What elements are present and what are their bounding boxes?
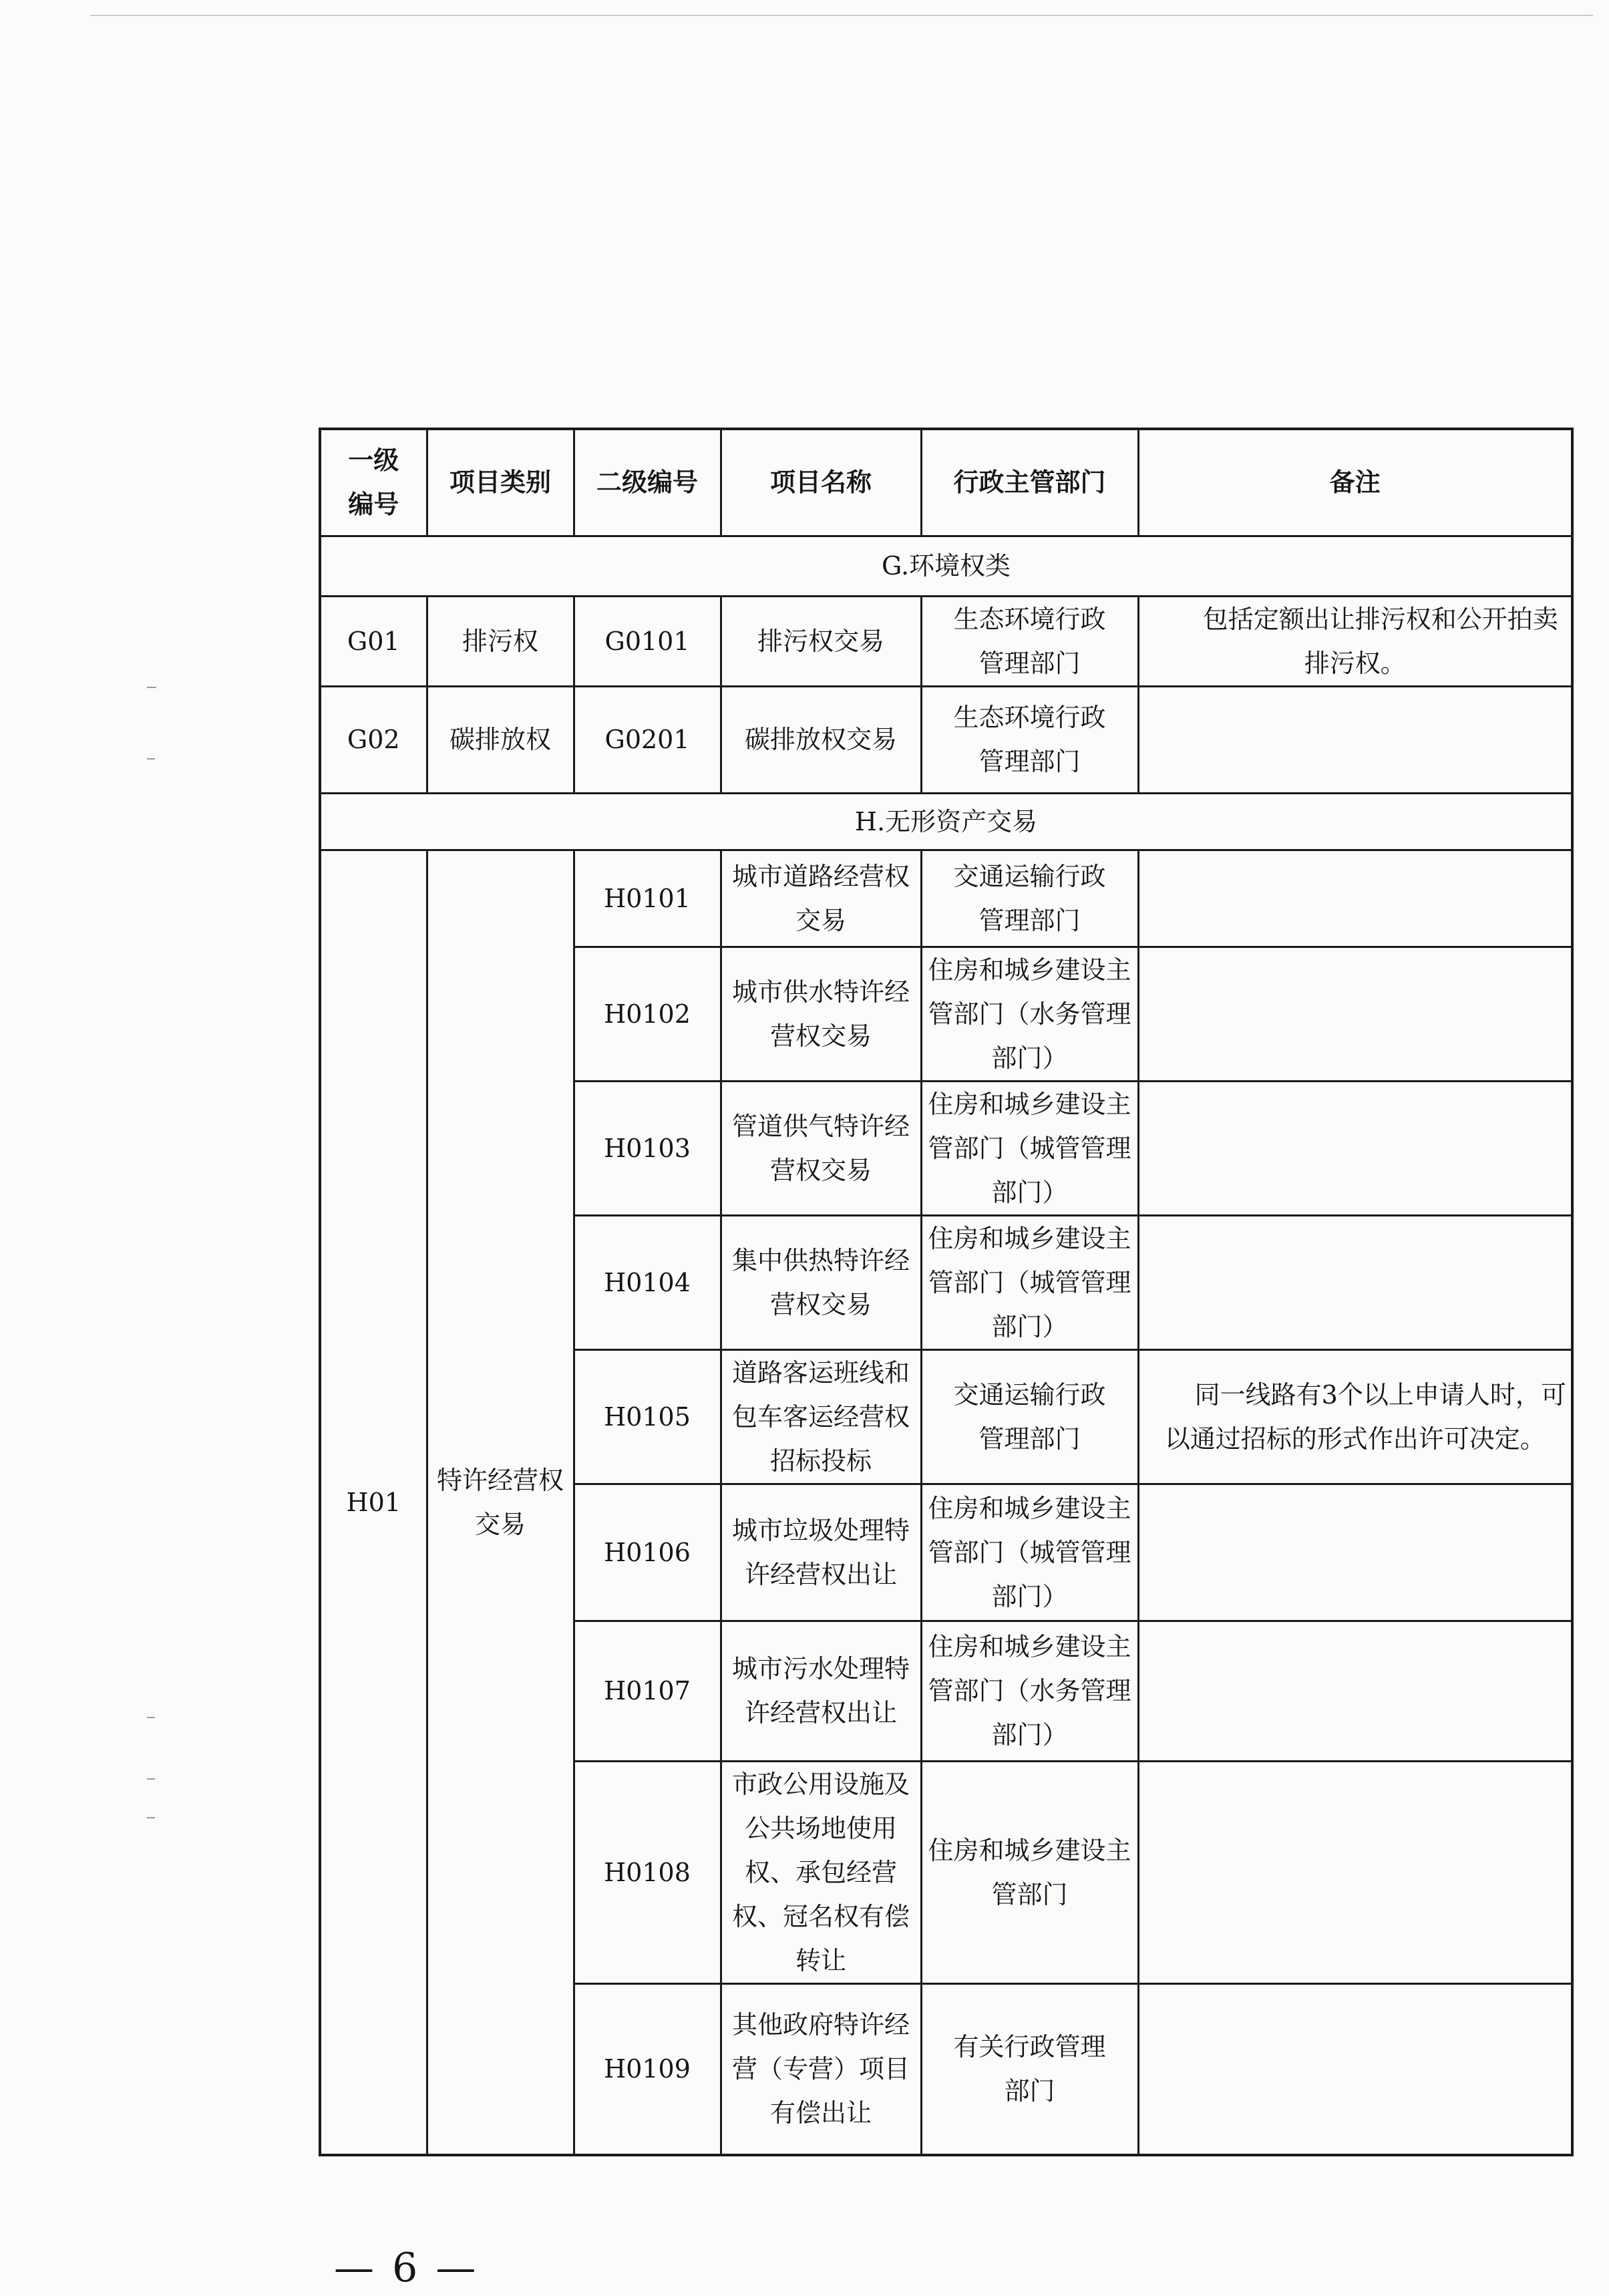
cell-remark [1138, 947, 1572, 1081]
cell-remark [1138, 1761, 1572, 1983]
cell-category: 碳排放权 [427, 686, 574, 793]
cell-department: 交通运输行政管理部门 [921, 850, 1138, 947]
cell-department: 生态环境行政管理部门 [921, 686, 1138, 793]
cell-project-name: 管道供气特许经营权交易 [721, 1081, 921, 1215]
cell-remark: 包括定额出让排污权和公开拍卖排污权。 [1138, 596, 1572, 686]
cell-project-name: 集中供热特许经营权交易 [721, 1215, 921, 1349]
cell-level1-code-h01: H01 [320, 850, 427, 2155]
cell-category-h01: 特许经营权交易 [427, 850, 574, 2155]
table-row [320, 850, 1572, 947]
cell-remark [1138, 1215, 1572, 1349]
cell-department: 生态环境行政管理部门 [921, 596, 1138, 686]
cell-project-name: 其他政府特许经营（专营）项目有偿出让 [721, 1983, 921, 2155]
cell-level2-code: H0102 [574, 947, 721, 1081]
cell-level2-code: H0103 [574, 1081, 721, 1215]
project-catalog-table [319, 428, 1574, 2156]
cell-level2-code: G0101 [574, 596, 721, 686]
page-number: — 6 — [334, 2245, 479, 2291]
cell-remark [1138, 686, 1572, 793]
section-row-g [320, 536, 1572, 596]
cell-remark [1138, 1983, 1572, 2155]
cell-project-name: 排污权交易 [721, 596, 921, 686]
cell-department: 住房和城乡建设主管部门（城管管理部门） [921, 1081, 1138, 1215]
cell-level1-code: G01 [320, 596, 427, 686]
cell-remark [1138, 1484, 1572, 1621]
section-row-h [320, 793, 1572, 850]
cell-project-name: 城市污水处理特许经营权出让 [721, 1621, 921, 1761]
cell-department: 有关行政管理部门 [921, 1983, 1138, 2155]
cell-department: 住房和城乡建设主管部门（水务管理部门） [921, 1621, 1138, 1761]
scan-mark [147, 687, 156, 688]
table-row [320, 686, 1572, 793]
cell-remark: 同一线路有3个以上申请人时，可以通过招标的形式作出许可决定。 [1138, 1349, 1572, 1484]
scan-mark [147, 1817, 155, 1818]
cell-level1-code: G02 [320, 686, 427, 793]
cell-project-name: 城市供水特许经营权交易 [721, 947, 921, 1081]
cell-level2-code: H0109 [574, 1983, 721, 2155]
cell-level2-code: H0101 [574, 850, 721, 947]
table-header-row [320, 429, 1572, 536]
cell-department: 住房和城乡建设主管部门 [921, 1761, 1138, 1983]
header-department: 行政主管部门 [921, 429, 1138, 536]
scan-mark [147, 1717, 155, 1718]
header-category: 项目类别 [427, 429, 574, 536]
cell-level2-code: H0104 [574, 1215, 721, 1349]
cell-remark [1138, 1621, 1572, 1761]
cell-category: 排污权 [427, 596, 574, 686]
cell-remark [1138, 1081, 1572, 1215]
header-remarks: 备注 [1138, 429, 1572, 536]
cell-department: 交通运输行政管理部门 [921, 1349, 1138, 1484]
cell-level2-code: G0201 [574, 686, 721, 793]
cell-department: 住房和城乡建设主管部门（城管管理部门） [921, 1484, 1138, 1621]
scan-mark [147, 1778, 155, 1780]
scan-mark [147, 758, 155, 760]
cell-project-name: 城市道路经营权交易 [721, 850, 921, 947]
table-row [320, 596, 1572, 686]
scan-top-line [90, 15, 1593, 16]
cell-level2-code: H0107 [574, 1621, 721, 1761]
cell-remark [1138, 850, 1572, 947]
cell-department: 住房和城乡建设主管部门（水务管理部门） [921, 947, 1138, 1081]
cell-level2-code: H0105 [574, 1349, 721, 1484]
cell-level2-code: H0108 [574, 1761, 721, 1983]
cell-project-name: 城市垃圾处理特许经营权出让 [721, 1484, 921, 1621]
cell-project-name: 市政公用设施及公共场地使用权、承包经营权、冠名权有偿转让 [721, 1761, 921, 1983]
section-title-h: H.无形资产交易 [320, 793, 1572, 850]
section-title-g: G.环境权类 [320, 536, 1572, 596]
cell-project-name: 碳排放权交易 [721, 686, 921, 793]
cell-department: 住房和城乡建设主管部门（城管管理部门） [921, 1215, 1138, 1349]
cell-project-name: 道路客运班线和包车客运经营权招标投标 [721, 1349, 921, 1484]
header-level1-code: 一级编号 [320, 429, 427, 536]
header-project-name: 项目名称 [721, 429, 921, 536]
cell-level2-code: H0106 [574, 1484, 721, 1621]
header-level2-code: 二级编号 [574, 429, 721, 536]
